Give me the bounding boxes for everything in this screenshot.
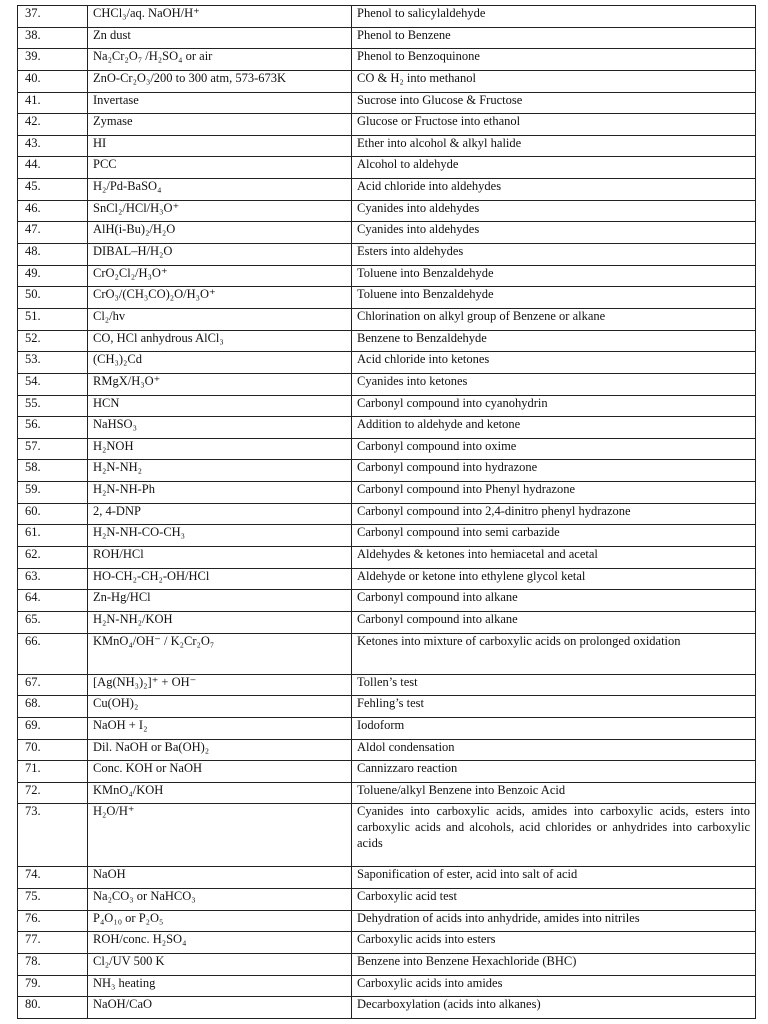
row-number: 75. (18, 889, 88, 911)
table-row (18, 761, 756, 783)
reagent-cell: CO, HCl anhydrous AlCl₃ (88, 330, 352, 352)
use-cell: Carbonyl compound into Phenyl hydrazone (352, 482, 756, 504)
table-row (18, 739, 756, 761)
reagent-cell: NaHSO₃ (88, 417, 352, 439)
use-cell: Aldehyde or ketone into ethylene glycol ketal (352, 568, 756, 590)
reagent-cell: CrO₃/(CH₃CO)₂O/H₃O⁺ (88, 287, 352, 309)
reagent-cell: NaOH + I₂ (88, 717, 352, 739)
table-row (18, 308, 756, 330)
use-cell: Cyanides into ketones (352, 373, 756, 395)
row-number: 69. (18, 717, 88, 739)
row-number: 38. (18, 27, 88, 49)
reagent-cell: Na₂CO₃ or NaHCO₃ (88, 889, 352, 911)
table-row (18, 179, 756, 201)
row-number: 71. (18, 761, 88, 783)
use-cell: Alcohol to aldehyde (352, 157, 756, 179)
table-row (18, 503, 756, 525)
table-row (18, 244, 756, 266)
reagent-cell: CHCl₃/aq. NaOH/H⁺ (88, 6, 352, 28)
row-number: 76. (18, 910, 88, 932)
reagent-cell: HI (88, 135, 352, 157)
table-row (18, 157, 756, 179)
reagent-cell: ROH/HCl (88, 547, 352, 569)
table-row (18, 395, 756, 417)
use-cell: Carbonyl compound into cyanohydrin (352, 395, 756, 417)
table-row (18, 696, 756, 718)
reagent-cell: H₂NOH (88, 438, 352, 460)
table-row (18, 975, 756, 997)
use-cell: Carboxylic acids into esters (352, 932, 756, 954)
row-number: 61. (18, 525, 88, 547)
table-row (18, 92, 756, 114)
use-cell: CO & H₂ into methanol (352, 70, 756, 92)
reagent-cell: KMnO₄/OH⁻ / K₂Cr₂O₇ (88, 633, 352, 674)
row-number: 67. (18, 674, 88, 696)
reagent-cell: Zn-Hg/HCl (88, 590, 352, 612)
reagent-cell: DIBAL–H/H₂O (88, 244, 352, 266)
reagent-cell: KMnO₄/KOH (88, 782, 352, 804)
row-number: 40. (18, 70, 88, 92)
reagent-cell: H₂O/H⁺ (88, 804, 352, 867)
row-number: 52. (18, 330, 88, 352)
use-cell: Phenol to Benzoquinone (352, 49, 756, 71)
row-number: 39. (18, 49, 88, 71)
row-number: 56. (18, 417, 88, 439)
use-cell: Benzene into Benzene Hexachloride (BHC) (352, 953, 756, 975)
row-number: 79. (18, 975, 88, 997)
reagent-cell: (CH₃)₂Cd (88, 352, 352, 374)
reagent-cell: H₂N-NH₂/KOH (88, 611, 352, 633)
reagent-cell: Dil. NaOH or Ba(OH)₂ (88, 739, 352, 761)
table-row (18, 804, 756, 867)
reagent-cell: P₄O₁₀ or P₂O₅ (88, 910, 352, 932)
table-row (18, 568, 756, 590)
reagent-table (17, 5, 756, 1019)
use-cell: Aldehydes & ketones into hemiacetal and acetal (352, 547, 756, 569)
reagent-cell: RMgX/H₃O⁺ (88, 373, 352, 395)
row-number: 68. (18, 696, 88, 718)
use-cell: Toluene into Benzaldehyde (352, 265, 756, 287)
table-row (18, 525, 756, 547)
reagent-cell: NaOH/CaO (88, 997, 352, 1019)
use-cell: Carboxylic acids into amides (352, 975, 756, 997)
use-cell: Cyanides into aldehydes (352, 222, 756, 244)
row-number: 48. (18, 244, 88, 266)
use-cell: Cannizzaro reaction (352, 761, 756, 783)
use-cell: Phenol to salicylaldehyde (352, 6, 756, 28)
use-cell: Tollen’s test (352, 674, 756, 696)
row-number: 42. (18, 114, 88, 136)
use-cell: Addition to aldehyde and ketone (352, 417, 756, 439)
row-number: 50. (18, 287, 88, 309)
row-number: 65. (18, 611, 88, 633)
reagent-table-body (18, 6, 756, 1019)
reagent-cell: Invertase (88, 92, 352, 114)
table-row (18, 27, 756, 49)
use-cell: Carbonyl compound into semi carbazide (352, 525, 756, 547)
use-cell: Chlorination on alkyl group of Benzene or alkane (352, 308, 756, 330)
use-cell: Carbonyl compound into alkane (352, 590, 756, 612)
use-cell: Sucrose into Glucose & Fructose (352, 92, 756, 114)
row-number: 80. (18, 997, 88, 1019)
row-number: 64. (18, 590, 88, 612)
row-number: 49. (18, 265, 88, 287)
use-cell: Saponification of ester, acid into salt of acid (352, 867, 756, 889)
use-cell: Glucose or Fructose into ethanol (352, 114, 756, 136)
table-row (18, 932, 756, 954)
table-row (18, 417, 756, 439)
table-row (18, 200, 756, 222)
table-row (18, 70, 756, 92)
row-number: 62. (18, 547, 88, 569)
row-number: 63. (18, 568, 88, 590)
use-cell: Acid chloride into ketones (352, 352, 756, 374)
table-row (18, 590, 756, 612)
table-row (18, 265, 756, 287)
reagent-cell: H₂N-NH-Ph (88, 482, 352, 504)
reagent-cell: Cl₂/UV 500 K (88, 953, 352, 975)
row-number: 66. (18, 633, 88, 674)
table-row (18, 352, 756, 374)
use-cell: Esters into aldehydes (352, 244, 756, 266)
reagent-cell: NaOH (88, 867, 352, 889)
reagent-cell: ZnO-Cr₂O₃/200 to 300 atm, 573-673K (88, 70, 352, 92)
reagent-cell: NH₃ heating (88, 975, 352, 997)
reagent-cell: HCN (88, 395, 352, 417)
row-number: 58. (18, 460, 88, 482)
use-cell: Carboxylic acid test (352, 889, 756, 911)
use-cell: Carbonyl compound into alkane (352, 611, 756, 633)
table-row (18, 330, 756, 352)
row-number: 70. (18, 739, 88, 761)
reagent-cell: 2, 4-DNP (88, 503, 352, 525)
row-number: 60. (18, 503, 88, 525)
table-row (18, 49, 756, 71)
table-row (18, 114, 756, 136)
use-cell: Phenol to Benzene (352, 27, 756, 49)
table-row (18, 717, 756, 739)
row-number: 53. (18, 352, 88, 374)
row-number: 44. (18, 157, 88, 179)
row-number: 51. (18, 308, 88, 330)
use-cell: Aldol condensation (352, 739, 756, 761)
row-number: 45. (18, 179, 88, 201)
use-cell: Carbonyl compound into 2,4-dinitro phenyl hydrazone (352, 503, 756, 525)
row-number: 37. (18, 6, 88, 28)
use-cell: Carbonyl compound into hydrazone (352, 460, 756, 482)
row-number: 43. (18, 135, 88, 157)
reagent-cell: H₂/Pd-BaSO₄ (88, 179, 352, 201)
reagent-cell: ROH/conc. H₂SO₄ (88, 932, 352, 954)
row-number: 73. (18, 804, 88, 867)
reagent-cell: CrO₂Cl₂/H₃O⁺ (88, 265, 352, 287)
table-row (18, 611, 756, 633)
row-number: 57. (18, 438, 88, 460)
table-row (18, 438, 756, 460)
use-cell: Decarboxylation (acids into alkanes) (352, 997, 756, 1019)
table-row (18, 287, 756, 309)
reagent-cell: AlH(i-Bu)₂/H₂O (88, 222, 352, 244)
row-number: 55. (18, 395, 88, 417)
table-row (18, 889, 756, 911)
reagent-cell: Zn dust (88, 27, 352, 49)
row-number: 54. (18, 373, 88, 395)
table-row (18, 482, 756, 504)
use-cell: Ketones into mixture of carboxylic acids on prolonged oxidation (352, 633, 756, 674)
use-cell: Acid chloride into aldehydes (352, 179, 756, 201)
table-row (18, 373, 756, 395)
use-cell: Carbonyl compound into oxime (352, 438, 756, 460)
reagent-cell: Cl₂/hv (88, 308, 352, 330)
reagent-cell: [Ag(NH₃)₂]⁺ + OH⁻ (88, 674, 352, 696)
use-cell: Ether into alcohol & alkyl halide (352, 135, 756, 157)
use-cell: Toluene into Benzaldehyde (352, 287, 756, 309)
row-number: 46. (18, 200, 88, 222)
reagent-cell: HO-CH₂-CH₂-OH/HCl (88, 568, 352, 590)
table-row (18, 867, 756, 889)
reagent-cell: SnCl₂/HCl/H₃O⁺ (88, 200, 352, 222)
use-cell: Cyanides into aldehydes (352, 200, 756, 222)
row-number: 59. (18, 482, 88, 504)
use-cell: Toluene/alkyl Benzene into Benzoic Acid (352, 782, 756, 804)
row-number: 41. (18, 92, 88, 114)
reagent-cell: Conc. KOH or NaOH (88, 761, 352, 783)
table-row (18, 633, 756, 674)
use-cell: Iodoform (352, 717, 756, 739)
row-number: 77. (18, 932, 88, 954)
use-cell: Benzene to Benzaldehyde (352, 330, 756, 352)
table-row (18, 674, 756, 696)
table-row (18, 547, 756, 569)
table-row (18, 460, 756, 482)
table-row (18, 222, 756, 244)
row-number: 47. (18, 222, 88, 244)
reagent-cell: PCC (88, 157, 352, 179)
reagent-cell: H₂N-NH-CO-CH₃ (88, 525, 352, 547)
reagent-cell: Cu(OH)₂ (88, 696, 352, 718)
use-cell: Fehling’s test (352, 696, 756, 718)
reagent-cell: H₂N-NH₂ (88, 460, 352, 482)
table-row (18, 997, 756, 1019)
row-number: 72. (18, 782, 88, 804)
table-row (18, 6, 756, 28)
table-row (18, 910, 756, 932)
use-cell: Dehydration of acids into anhydride, amides into nitriles (352, 910, 756, 932)
table-row (18, 953, 756, 975)
reagent-cell: Zymase (88, 114, 352, 136)
table-row (18, 782, 756, 804)
row-number: 74. (18, 867, 88, 889)
row-number: 78. (18, 953, 88, 975)
reagent-cell: Na₂Cr₂O₇ /H₂SO₄ or air (88, 49, 352, 71)
use-cell: Cyanides into carboxylic acids, amides into carboxylic acids, esters into carboxylic acids and alcohols, acid chlorides or anhydrides into carboxylic acids (352, 804, 756, 867)
table-row (18, 135, 756, 157)
